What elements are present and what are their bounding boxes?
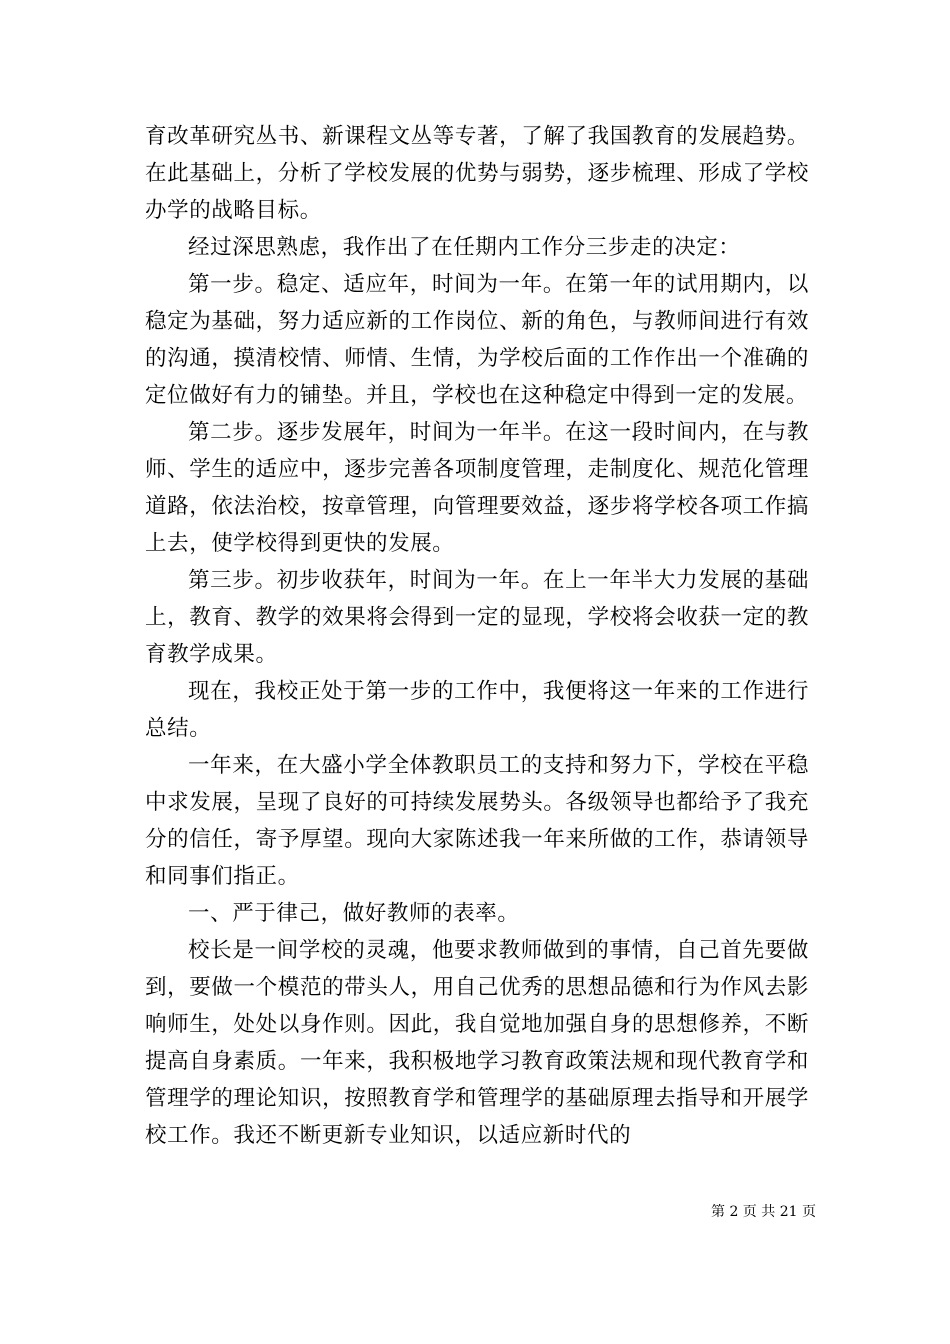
section-heading-1: 一、严于律己，做好教师的表率。: [188, 901, 520, 926]
paragraph-6: 现在，我校正处于第一步的工作中，我便将这一年来的工作进行总结。: [145, 679, 809, 741]
paragraph-9: 校长是一间学校的灵魂，他要求教师做到的事情，自己首先要做到，要做一个模范的带头人，用自己优秀的思想品德和行为作风去影响师生，处处以身作则。因此，我自觉地加强自身的思想修养，不断提高自身素质。一年来，我积极地学习教育政策法规和现代教育学和管理学的理论知识，按照教育学和管理学的基础原理去指导和开展学校工作。我还不断更新专业知识，以适应新时代的: [145, 938, 809, 1148]
paragraph-1: 育改革研究丛书、新课程文丛等专著，了解了我国教育的发展趋势。在此基础上，分析了学校发展的优势与弱势，逐步梳理、形成了学校办学的战略目标。: [145, 124, 809, 223]
paragraph-7: 一年来，在大盛小学全体教职员工的支持和努力下，学校在平稳中求发展，呈现了良好的可持续发展势头。各级领导也都给予了我充分的信任，寄予厚望。现向大家陈述我一年来所做的工作，恭请领导和同事们指正。: [145, 753, 809, 889]
document-body: [145, 118, 809, 1154]
paragraph-5: 第三步。初步收获年，时间为一年。在上一年半大力发展的基础上，教育、教学的效果将会得到一定的显现，学校将会收获一定的教育教学成果。: [145, 568, 809, 667]
paragraph-4: 第二步。逐步发展年，时间为一年半。在这一段时间内，在与教师、学生的适应中，逐步完善各项制度管理，走制度化、规范化管理道路，依法治校，按章管理，向管理要效益，逐步将学校各项工作搞上去，使学校得到更快的发展。: [145, 420, 809, 556]
paragraph-2: 经过深思熟虑，我作出了在任期内工作分三步走的决定：: [188, 235, 741, 260]
page-footer: 第 2 页 共 21 页: [711, 1204, 816, 1220]
paragraph-3: 第一步。稳定、适应年，时间为一年。在第一年的试用期内，以稳定为基础，努力适应新的工作岗位、新的角色，与教师间进行有效的沟通，摸清校情、师情、生情，为学校后面的工作作出一个准确的定位做好有力的铺垫。并且，学校也在这种稳定中得到一定的发展。: [145, 272, 809, 408]
